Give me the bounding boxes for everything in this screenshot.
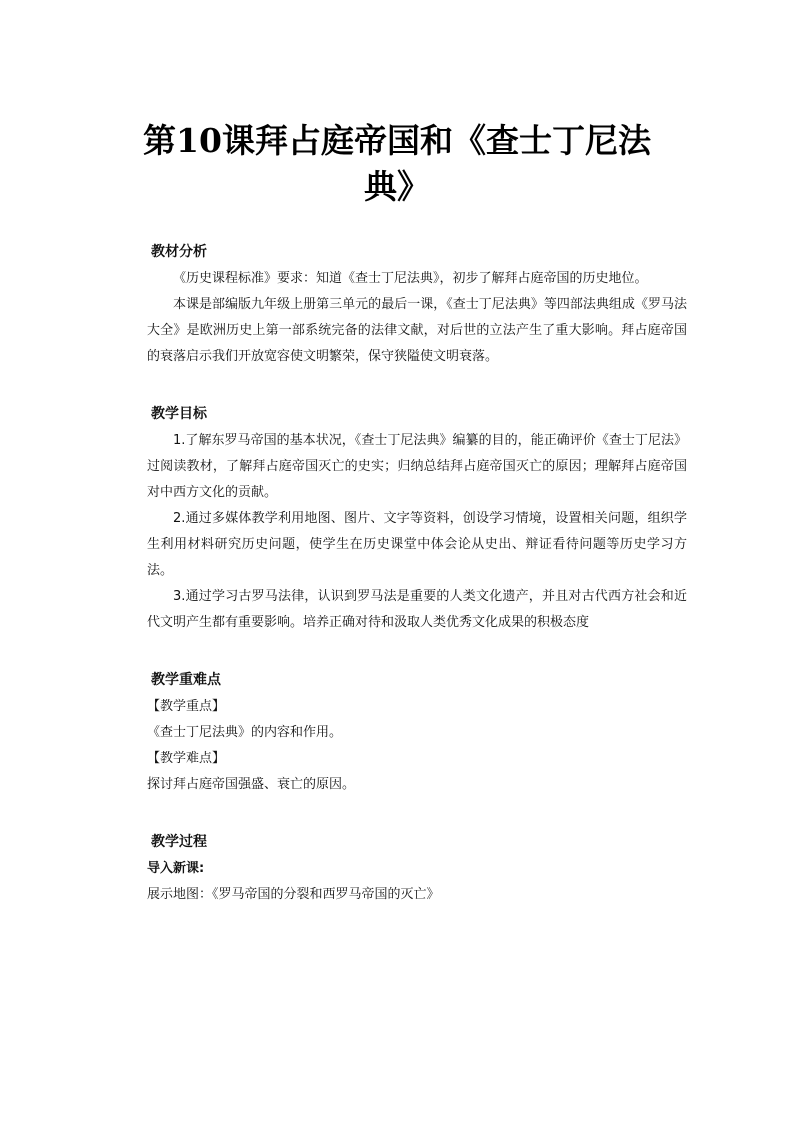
section-heading-objectives: 教学目标 [151,406,207,422]
document-title: 第10课拜占庭帝国和《查士丁尼法典》 [143,121,651,206]
focus-label: 【教学重点】 [147,699,226,714]
section-heading-analysis: 教材分析 [151,244,207,260]
objectives-paragraph-2: 2.通过多媒体教学利用地图、图片、文字等资料，创设学习情境，设置相关问题，组织学生利用材料研究历史问题，使学生在历史课堂中体会论从史出、辩证看待问题等历史学习方法。 [147,511,687,578]
objectives-paragraph-1: 1.了解东罗马帝国的基本状况，《查士丁尼法典》编纂的目的，能正确评价《查士丁尼法》过阅读教材，了解拜占庭帝国灭亡的史实；归纳总结拜占庭帝国灭亡的原因；理解拜占庭帝国对中西方文化的贡献。 [147,433,687,500]
focus-text: 《查士丁尼法典》的内容和作用。 [147,725,343,740]
intro-text: 展示地图：《罗马帝国的分裂和西罗马帝国的灭亡》 [147,887,440,902]
difficulty-text: 探讨拜占庭帝国强盛、衰亡的原因。 [147,777,356,792]
intro-label: 导入新课: [147,861,205,876]
section-heading-process: 教学过程 [151,834,207,850]
analysis-paragraph-2: 本课是部编版九年级上册第三单元的最后一课，《查士丁尼法典》等四部法典组成《罗马法大全》是欧洲历史上第一部系统完备的法律文献，对后世的立法产生了重大影响。拜占庭帝国的衰落启示我们开放宽容使文明繁荣，保守狭隘使文明衰落。 [147,297,687,364]
section-heading-key-points: 教学重难点 [151,672,221,688]
difficulty-label: 【教学难点】 [147,751,226,766]
section-gap [147,636,687,666]
document-body [147,238,687,908]
section-gap [147,370,687,400]
section-gap [147,798,687,828]
analysis-paragraph-1: 《历史课程标准》要求：知道《查士丁尼法典》，初步了解拜占庭帝国的历史地位。 [173,271,648,286]
objectives-paragraph-3: 3.通过学习古罗马法律，认识到罗马法是重要的人类文化遗产，并且对古代西方社会和近代文明产生都有重要影响。培养正确对待和汲取人类优秀文化成果的积极态度 [147,589,687,630]
